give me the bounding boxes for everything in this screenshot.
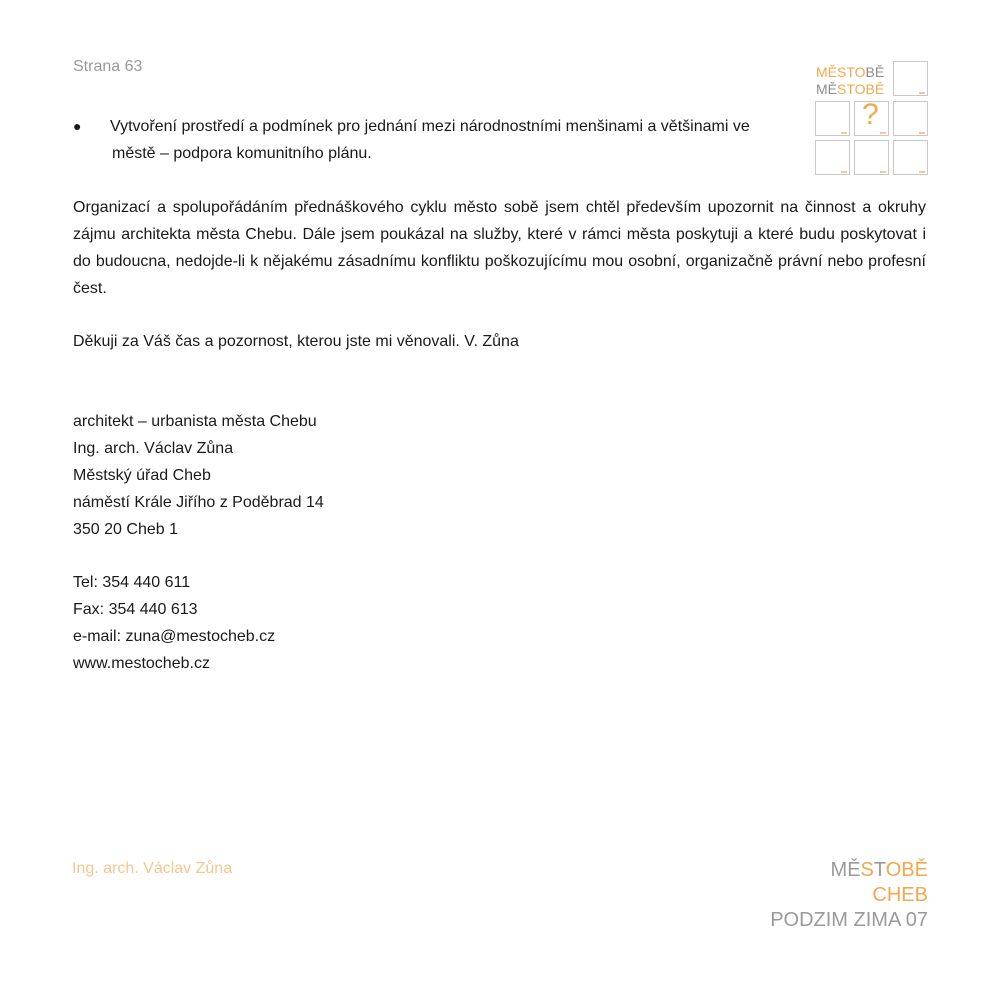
footer-brand-line2: CHEB (872, 884, 928, 906)
footer-author: Ing. arch. Václav Zůna (72, 860, 233, 877)
contact-email: e-mail: zuna@mestocheb.cz (73, 628, 276, 645)
bullet-line-2: městě – podpora komunitního plánu. (112, 145, 372, 162)
logo-cell (815, 101, 850, 136)
footer-brand-line1: MĚSTOBĚ (830, 859, 928, 881)
contact-tel: Tel: 354 440 611 (73, 574, 191, 591)
contact-web: www.mestocheb.cz (73, 655, 210, 672)
logo-cell (893, 140, 928, 175)
signature-name: Ing. arch. Václav Zůna (73, 440, 234, 457)
bullet-icon: ● (73, 118, 82, 134)
question-mark-icon: ? (862, 98, 879, 131)
page-number: Strana 63 (73, 58, 143, 75)
contact-fax: Fax: 354 440 613 (73, 601, 198, 618)
contact-block (73, 569, 275, 677)
signature-block (73, 408, 324, 543)
bullet-item (73, 113, 793, 167)
thanks-line: Děkuji za Váš čas a pozornost, kterou jste mi věnovali. V. Zůna (73, 333, 519, 350)
signature-city: 350 20 Cheb 1 (73, 521, 178, 538)
bullet-line-1: Vytvoření prostředí a podmínek pro jednání mezi národnostními menšinami a většinami ve (110, 118, 750, 135)
signature-office: Městský úřad Cheb (73, 467, 211, 484)
logo-cell (815, 140, 850, 175)
logo-cell (854, 140, 889, 175)
signature-role: architekt – urbanista města Chebu (73, 413, 317, 430)
body-paragraph: Organizací a spolupořádáním přednáškového cyklu město sobě jsem chtěl především upozornit na činnost a okruhy zájmu architekta města Chebu. Dále jsem poukázal na služby, které v rámci města poskytuji a které budu poskytovat i do budoucna, nedojde-li k nějakému zásadnímu konfliktu poškozujícímu mou osobní, organizačně právní nebo profesní čest. (73, 199, 926, 297)
footer-brand-line3: PODZIM ZIMA 07 (770, 909, 928, 931)
logo-wordmark-line1: MĚSTOBĚ (816, 64, 885, 80)
signature-street: náměstí Krále Jiřího z Poděbrad 14 (73, 494, 324, 511)
logo-wordmark-line2: MĚSTOBĚ (816, 81, 885, 97)
logo-cell (893, 61, 928, 96)
footer-brand (770, 858, 928, 933)
logo-cell (893, 101, 928, 136)
